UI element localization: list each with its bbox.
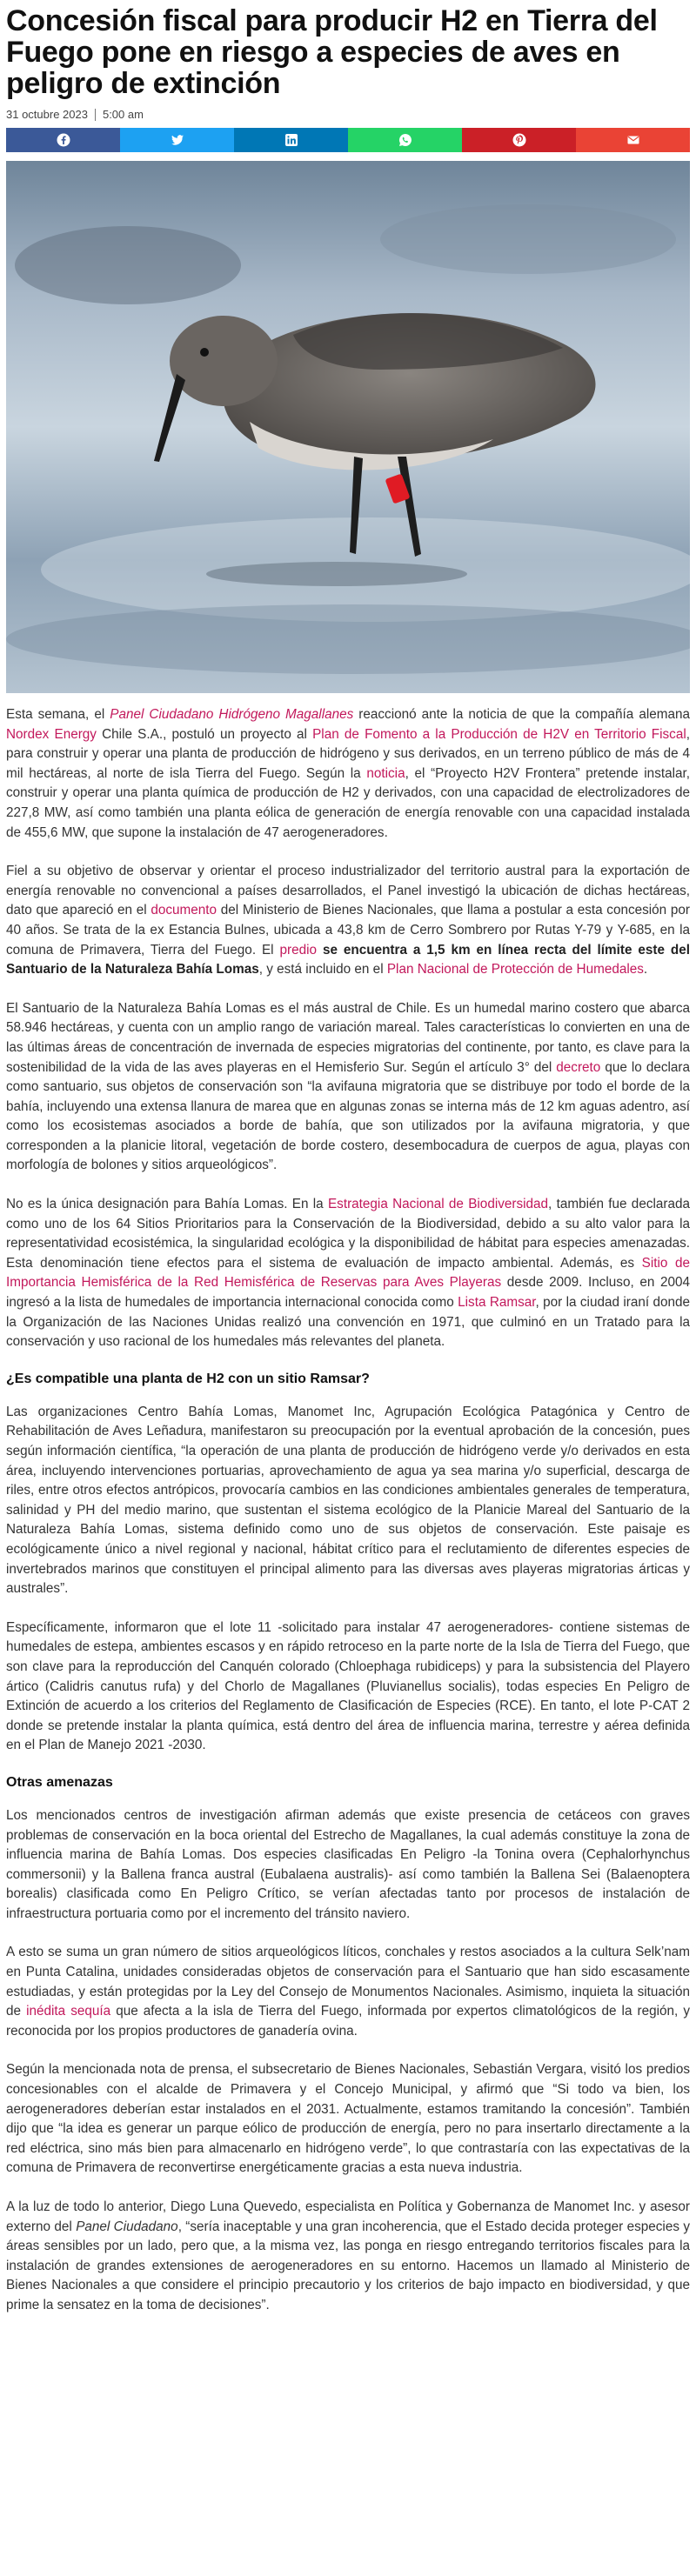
p2-text-d: .: [643, 962, 648, 978]
paragraph-4: [6, 1195, 690, 1352]
link-plan-fomento[interactable]: Plan de Fomento a la Producción de H2V en Territorio Fiscal: [312, 726, 686, 742]
pinterest-icon: [512, 133, 526, 147]
share-pinterest-button[interactable]: [462, 128, 576, 152]
link-estrategia-biodiversidad[interactable]: Estrategia Nacional de Biodiversidad: [327, 1197, 549, 1212]
p4-text-b: , también fue declarada como uno de los 64 Sitios Prioritarios para la Conservación de la Biodiversidad, debido a su alto valor para la representatividad ecosistémica, la singularidad ecológica y la disponibilidad de hábitat para especies amenazadas. Esta denominación tiene efectos para el sistema de evaluación de impacto ambiental. Además, es: [6, 1197, 690, 1271]
email-icon: [626, 133, 640, 147]
link-decreto[interactable]: decreto: [556, 1059, 601, 1075]
whatsapp-icon: [398, 133, 412, 147]
paragraph-8: [6, 1943, 690, 2041]
article-body: [6, 705, 690, 2316]
p10-text-b: , “sería inaceptable y una gran incoherencia, que el Estado decida proteger especies y áreas sensibles por un lado, pero que, a la misma vez, las ponga en riesgo entregando territorios fiscales para la instalación de grandes extensiones de aerogeneradores en su entorno. Hacemos un llamado al Ministerio de Bienes Nacionales a que considere el principio precautorio y los criterios de bajo impacto en biodiversidad, y que prime la sensatez en la toma de decisiones”.: [6, 2219, 691, 2312]
p8-text-b: que afecta a la isla de Tierra del Fuego, informada por expertos climatológicos de la región, y reconocida por los propios productores de ganadería ovina.: [6, 2004, 690, 2039]
p2-text-a: Fiel a su objetivo de observar y orientar el proceso industrializador del territorio austral para la exportación de energía renovable no convencional a países desarrollados, el Panel investigó la ubicación de dichas hectáreas, dato que apareció en el: [6, 864, 690, 918]
publish-time: 5:00 am: [102, 108, 144, 121]
shorebird-illustration: [6, 161, 690, 693]
link-inedita-sequia[interactable]: inédita sequía: [26, 2004, 111, 2019]
p2-strong: se encuentra a 1,5 km en línea recta del límite este del Santuario de la Naturaleza Bahía Lomas: [6, 942, 690, 978]
paragraph-1: [6, 705, 690, 843]
p4-text-a: No es la única designación para Bahía Lomas. En la: [6, 1197, 328, 1212]
publish-date: 31 octubre 2023: [6, 108, 88, 121]
p1-text-b: reaccionó ante la noticia de que la compañía alemana: [353, 707, 691, 722]
p3-text-a: El Santuario de la Naturaleza Bahía Lomas es el más austral de Chile. Es un humedal marino costero que abarca 58.946 hectáreas, y cuenta con un amplio rango de variación mareal. Tales características lo convierten en una de las últimas áreas de concentración de invernada de especies migratorias del continente, por tanto, es clave para la sostenibilidad de la vida de las aves playeras en el Hemisferio Sur. Según el artículo 3° del: [6, 1000, 690, 1075]
p2-text-c: , y está incluido en el: [258, 962, 387, 978]
link-documento[interactable]: documento: [151, 903, 218, 918]
p4-text-c: desde 2009. Incluso, en 2004 ingresó a la lista de humedales de importancia internacional conocida como: [6, 1275, 690, 1311]
link-lista-ramsar[interactable]: Lista Ramsar: [458, 1295, 536, 1311]
paragraph-2: [6, 862, 690, 980]
p1-link1-text: Panel Ciudadano Hidrógeno Magallanes: [110, 707, 354, 722]
paragraph-3: [6, 999, 690, 1176]
meta-divider: [95, 109, 96, 121]
linkedin-icon: [284, 133, 298, 147]
heading-otras-amenazas: Otras amenazas: [6, 1774, 113, 1790]
p3-text-b: que lo declara como santuario, sus objetos de conservación son “la avifauna migratoria que se distribuye por todo el borde de la bahía, incluyendo una extensa llanura de marea que en algunas zonas se interna más de 12 km aguas adentro, así como los ecosistemas asociados a borde de bahía, que son utilizados por la avifauna migratoria, y que corresponden a la planicie litoral, vegetación de borde costero, desembocadura de cuerpos de agua, playas con morfología de bolones y sitios arqueológicos”.: [6, 1059, 690, 1173]
link-nordex-energy[interactable]: Nordex Energy: [6, 726, 97, 742]
p1-text-e: , el “Proyecto H2V Frontera” pretende instalar, construir y operar una planta química de producción de H2 y derivados, con una capacidad de electrolizadores de 227,8 MW, así como también una planta eólica de generación de energía renovable con una capacidad instalada de 455,6 MW, que supone la instalación de 47 aerogeneradores.: [6, 765, 691, 840]
share-linkedin-button[interactable]: [234, 128, 348, 152]
p2-text-b: del Ministerio de Bienes Nacionales, que llama a postular a esta concesión por 40 años. Se trata de la ex Estancia Bulnes, ubicada a 43,8 km de Cerro Sombrero por Rutas Y-79 y Y-685, en la comuna de Primavera, Tierra del Fuego. El: [6, 903, 690, 958]
p1-text-c: Chile S.A., postuló un proyecto al: [96, 726, 313, 742]
paragraph-10: [6, 2198, 690, 2316]
link-panel-ciudadano[interactable]: [110, 707, 353, 722]
share-twitter-button[interactable]: [120, 128, 234, 152]
paragraph-6: Específicamente, informaron que el lote 11 -solicitado para instalar 47 aerogeneradores- contiene sistemas de humedales de estepa, ambientes escasos y en rápido retroceso en la parte norte de la Isla de Tierra del Fuego, que son clave para la reproducción del Canquén colorado (Chloephaga rubidiceps) y para la subsistencia del Playero ártico (Calidris canutus rufa) y del Chorlo de Magallanes (Pluvianellus socialis), todas especies En Peligro de Extinción de acuerdo a los criterios del Reglamento de Clasificación de Especies (RCE). En tanto, el lote P-CAT 2 donde se pretende instalar la planta química, está dentro del área de influencia marina, terrestre y aérea definida en el Plan de Manejo 2021 -2030.: [6, 1619, 690, 1753]
link-plan-humedales[interactable]: Plan Nacional de Protección de Humedales: [386, 962, 644, 978]
share-bar: [6, 128, 690, 152]
p8-text-a: A esto se suma un gran número de sitios arqueológicos líticos, conchales y restos asociados a la cultura Selk’nam en Punta Catalina, unidades consideradas objetos de conservación para el Santuario que han sido escasamente estudiadas, y están protegidas por la Ley del Consejo de Monumentos Nacionales. Asimismo, inquieta la situación de: [6, 1945, 690, 2019]
link-noticia[interactable]: noticia: [366, 765, 405, 781]
article-container: [6, 5, 690, 2316]
paragraph-5: Las organizaciones Centro Bahía Lomas, Manomet Inc, Agrupación Ecológica Patagónica y Centro de Rehabilitación de Aves Leñadura, manifestaron su preocupación por la eventual aprobación de la concesión, pues según información científica, “la operación de una planta de producción de hidrógeno verde y/o derivados en esta área, incluyendo intervenciones portuarias, aprovechamiento de agua ya sea marina y/o superficial, descarga de riles, entre otros efectos antrópicos, provocaría cambios en las condiciones ambientales generales de temperatura, salinidad y PH del medio marino, que sustentan el sistema ecológico de la Planicie Mareal del Santuario de la Naturaleza Bahía Lomas, sistema definido como uno de sus objetos de conservación. Este paisaje es ecológicamente único a nivel regional y nacional, hábitat crítico para el reclutamiento de diferentes especies de invertebrados marinos que constituyen el principal alimento para las diversas aves playeras migratorias árticas y australes”.: [6, 1404, 690, 1597]
share-facebook-button[interactable]: [6, 128, 120, 152]
p10-em: Panel Ciudadano: [76, 2219, 178, 2234]
link-predio[interactable]: predio: [279, 942, 318, 958]
hero-photo-bird: [6, 161, 690, 693]
link-sitio-importancia[interactable]: Sitio de Importancia Hemisférica de la Red Hemisférica de Reservas para Aves Playeras: [6, 1255, 690, 1291]
paragraph-9: Según la mencionada nota de prensa, el subsecretario de Bienes Nacionales, Sebastián Vergara, visitó los predios concesionables con el alcalde de Primavera y el Concejo Municipal, y afirmó que “Si todo va bien, los aerogeneradores deberían estar instalados en el 2031. Actualmente, estamos tramitando la concesión”. También dijo que “la idea es generar un parque eólico de producción de energía, pero no para insertarlo directamente a la red eléctrica, sino más bien para almacenarlo en hidrógeno verde”, lo que contrastaría con las expectativas de la comuna de Primavera de reconvertirse energéticamente gracias a esta nueva industria.: [6, 2062, 690, 2176]
paragraph-7: Los mencionados centros de investigación afirman además que existe presencia de cetáceos con graves problemas de conservación en la boca oriental del Estrecho de Magallanes, la cual además constituye la zona de influencia marina de Bahía Lomas. Dos especies clasificadas En Peligro -la Tonina overa (Cephalorhynchus commersonii) y la Ballena franca austral (Eubalaena australis)- así como también la Ballena Sei (Balaenoptera borealis) clasificada como En Peligro Crítico, se verían afectadas tanto por procesos de instalación de infraestructura portuaria como por el incremento del tránsito naviero.: [6, 1807, 690, 1921]
heading-ramsar: ¿Es compatible una planta de H2 con un sitio Ramsar?: [6, 1371, 370, 1386]
article-title: Concesión fiscal para producir H2 en Tierra del Fuego pone en riesgo a especies de aves en peligro de extinción: [6, 4, 658, 100]
p4-text-d: , por la ciudad iraní donde la Organización de las Naciones Unidas realizó una convención en 1971, que culminó en un Tratado para la conservación y uso racional de los humedales más relevantes del planeta.: [6, 1295, 691, 1350]
article-meta: [6, 108, 690, 121]
p10-text-a: A la luz de todo lo anterior, Diego Luna Quevedo, especialista en Política y Gobernanza de Manomet Inc. y asesor externo del: [6, 2199, 690, 2234]
share-whatsapp-button[interactable]: [348, 128, 462, 152]
p1-text-d: , para construir y operar una planta de producción de hidrógeno y sus derivados, en un terreno público de más de 4 mil hectáreas, al norte de isla Tierra del Fuego. Según la: [6, 726, 690, 781]
twitter-icon: [171, 133, 184, 147]
facebook-icon: [57, 133, 70, 147]
p1-text-a: Esta semana, el: [6, 707, 110, 722]
share-email-button[interactable]: [576, 128, 690, 152]
